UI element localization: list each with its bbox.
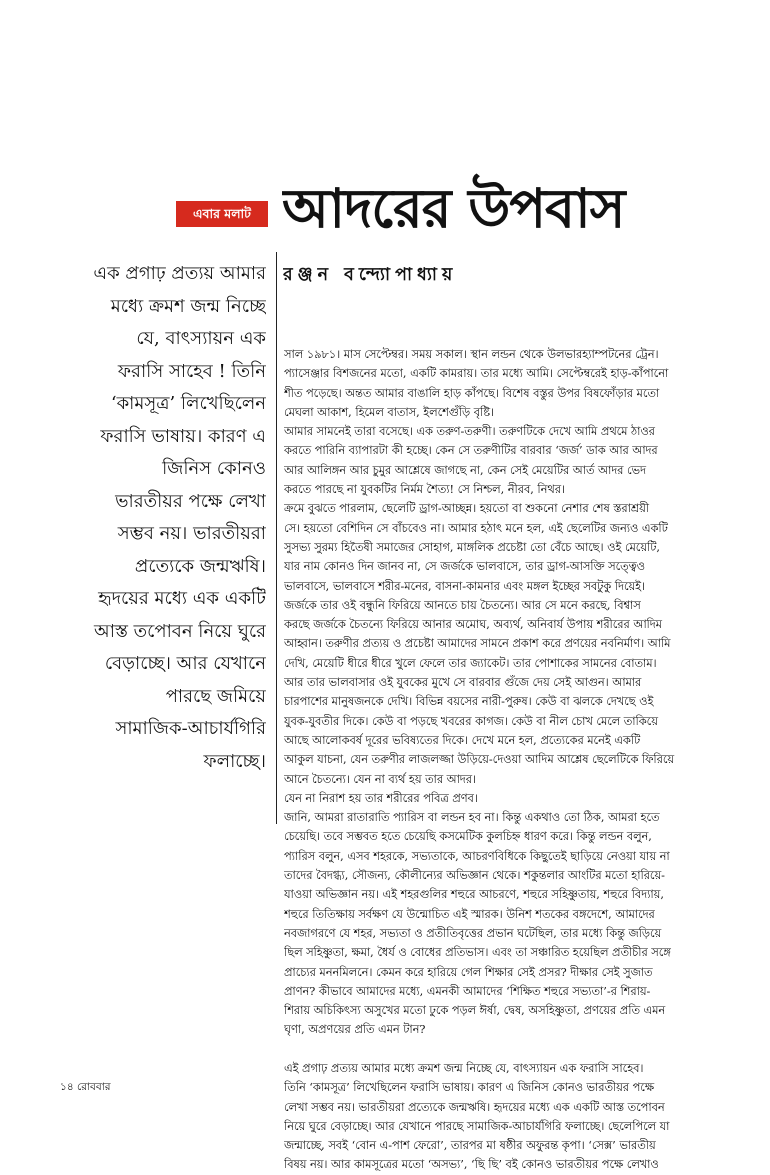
pull-quote-line: হৃদয়ের মধ্যে এক একটি (98, 588, 266, 609)
pull-quote (60, 258, 266, 778)
body-line: আছে আলোকবর্ষ দূরের ভবিষ্যতের দিকে। দেখে মনে হল, প্রত্যেকের মনেই একটি (284, 733, 641, 747)
paragraph-gap (284, 1040, 684, 1059)
pull-quote-line: জিনিস কোনও (162, 458, 266, 479)
article-byline: রঞ্জন বন্দ্যোপাধ্যায় (283, 265, 458, 285)
pull-quote-line: এক প্রগাঢ় প্রত্যয় আমার (93, 263, 266, 284)
body-line: আকুল যাচনা, যেন তরুণীর লাজলজ্জা উড়িয়ে-দেওয়া আদিম আশ্লেষ ছেলেটিকে ফিরিয়ে (284, 753, 675, 767)
body-line: আহ্বান। তরুণীর প্রত্যয় ও প্রচেষ্টা আমাদের সামনে প্রকাশ করে প্রণয়ের নবনির্মাণ। আমি (284, 637, 671, 651)
body-line: করতে পারছে না যুবকটির নির্মম শৈত্য! সে নিশ্চল, নীরব, নিথর। (284, 483, 565, 497)
pull-quote-line: ভারতীয়র পক্ষে লেখা (115, 490, 266, 512)
body-line: নিয়ে ঘুরে বেড়াচ্ছে। আর যেখানে পারছে সামাজিক-আচার্যগিরি ফলাচ্ছে। ছেলেপিলে যা (284, 1119, 670, 1133)
body-line: ভালবাসে, ভালবাসে শরীর-মনের, বাসনা-কামনার এবং মঙ্গল ইচ্ছের সবটুকু দিয়েই। (284, 579, 646, 593)
pull-quote-line: ফরাসি ভাষায়। কারণ এ (100, 425, 266, 447)
article-headline: আদরের উপবাস (282, 177, 625, 240)
body-line: জানি, আমরা রাতারাতি প্যারিস বা লন্ডন হব না। কিন্তু একথাও তো ঠিক, আমরা হতে (284, 811, 660, 825)
page-folio: ১৪ রোববার (60, 1081, 111, 1093)
body-line: প্যারিস বলুন, এসব শহরকে, সভ্যতাকে, আচরণবিধিকে কিছুতেই ছাড়িয়ে নেওয়া যায় না (284, 849, 670, 863)
pull-quote-line: সম্ভব নয়। ভারতীয়রা (117, 523, 266, 544)
body-line: প্যাসেঞ্জার বিশজনের মতো, একটি কামরায়। তার মধ্যে আমি। সেপ্টেম্বরেই হাড়-কাঁপানো (284, 367, 669, 381)
body-line: দেখি, মেয়েটি ধীরে ধীরে খুলে ফেলে তার জ্যাকেট। তার পোশাকের সামনের বোতাম। (284, 656, 657, 670)
body-line: বিষয় নয়। আর কামসূত্রের মতো ‘অসভ্য’, ‘ছি ছি’ বই কোনও ভারতীয়র পক্ষে লেখাও (284, 1158, 659, 1172)
body-line: প্রাণন? কীভাবে আমাদের মধ্যে, এমনকী আমাদের ‘শিক্ষিত শহুরে সভ্যতা’-র শিরায়- (284, 984, 651, 998)
body-line: আর তার ভালবাসার ওই যুবকের মুখে সে বারবার গুঁজে দেয় সেই আগুন। আমার (284, 676, 642, 690)
body-line: করছে জর্জকে চৈতন্যে ফিরিয়ে আনার অমোঘ, অব্যর্থ, অনিবার্য উপায় শরীরের আদিম (284, 618, 662, 632)
pull-quote-line: ফলাচ্ছে। (203, 750, 266, 772)
body-line: চারপাশের মানুষজনকে দেখি। বিভিন্ন বয়সের নারী-পুরুষ। কেউ বা ঝলকে দেখছে ওই (284, 695, 654, 709)
body-line: জর্জকে তার ওই বন্ধুনি ফিরিয়ে আনতে চায় চৈতন্যে। আর সে মনে করছে, বিশ্বাস (284, 598, 641, 612)
body-line: যুবক-যুবতীর দিকে। কেউ বা পড়ছে খবরের কাগজ। কেউ বা নীল চোখ মেলে তাকিয়ে (284, 714, 658, 728)
pull-quote-line: পারছে জমিয়ে (165, 685, 266, 707)
body-line: যার নাম কোনও দিন জানব না, সে জর্জকে ভালবাসে, তার ড্রাগ-আসক্তি সত্ত্বেও (284, 560, 645, 574)
body-line: সুসভ্য সুরম্য হিতৈষী সমাজের সোহাগ, মাঙ্গলিক প্রচেষ্টা তো বেঁচে আছে। ওই মেয়েটি, (284, 540, 660, 554)
body-line: লেখা সম্ভব নয়। ভারতীয়রা প্রত্যেকে জন্মঋষি। হৃদয়ের মধ্যে এক একটি আস্ত তপোবন (284, 1100, 665, 1114)
body-line: নবজাগরণে যে শহর, সভ্যতা ও প্রতীতিবৃত্তের প্রভান ঘটেছিল, তার মধ্যে কিন্তু জড়িয়ে (284, 926, 662, 940)
body-line: আমার সামনেই তারা বসেছে। এক তরুণ-তরুণী। তরুণটিকে দেখে আমি প্রথমে ঠাওর (284, 425, 655, 439)
body-line: করতে পারিনি ব্যাপারটা কী হচ্ছে। কেন সে তরুণীটির বারবার ‘জর্জ’ ডাক আর আদর (284, 444, 658, 458)
section-label: এবার মলাট (176, 201, 268, 227)
body-line: প্রাচ্যের মননমিলনে। কেমন করে হারিয়ে গেল শিক্ষার সেই প্রসর? দীক্ষার সেই সুজাত (284, 965, 653, 979)
body-line: যাওয়া অভিজ্ঞান নয়। এই শহরগুলির শহুরে আচরণে, শহুরে সহিষ্ণুতায়, শহুরে বিদ্যায়, (284, 888, 664, 902)
body-line: চেয়েছি। তবে সম্ভবত হতে চেয়েছি কসমেটিক কুলচিহ্ন ধারণ করে। কিন্তু লন্ডন বলুন, (284, 830, 652, 844)
body-line: ঘৃণা, অপ্রণয়ের প্রতি এমন টান? (284, 1023, 426, 1037)
body-line: সাল ১৯৮১। মাস সেপ্টেম্বর। সময় সকাল। স্থান লন্ডন থেকে উলভারহ্যাম্পটনের ট্রেন। (284, 348, 659, 361)
body-line: জন্মাচ্ছে, সবই ‘বোন এ-পাশ ফেরো’, তারপর মা ষষ্ঠীর অফুরন্ত কৃপা। ‘সেক্স’ ভারতীয় (284, 1139, 656, 1153)
body-line: যেন না নিরাশ হয় তার শরীরের পবিত্র প্রণব। (284, 791, 478, 805)
pull-quote-line: মধ্যে ক্রমশ জন্ম নিচ্ছে (110, 295, 266, 317)
pull-quote-line: সামাজিক-আচার্যগিরি (115, 718, 266, 739)
column-divider (276, 252, 277, 824)
body-line: সে। হয়তো বেশিদিন সে বাঁচবেও না। আমার হঠাৎ মনে হল, এই ছেলেটির জন্যও একটি (284, 521, 668, 535)
body-line: শহুরে তিতিক্ষায় সর্বক্ষণ যে উন্মোচিত এই স্মারক। উনিশ শতকের বঙ্গদেশে, আমাদের (284, 907, 655, 921)
pull-quote-line: ‘কামসূত্র’ লিখেছিলেন (110, 393, 266, 414)
pull-quote-line: আস্ত তপোবন নিয়ে ঘুরে (93, 620, 266, 642)
body-line: তিনি ‘কামসূত্র’ লিখেছিলেন ফরাসি ভাষায়। কারণ এ জিনিস কোনও ভারতীয়র পক্ষে (284, 1081, 654, 1095)
body-line: শিরায় অচিকিৎস্য অসুখের মতো ঢুকে পড়ল ঈর্ষা, দ্বেষ, অসহিষ্ণুতা, প্রণয়ের প্রতি এমন (284, 1004, 666, 1018)
pull-quote-line: প্রত্যেকে জন্মঋষি। (134, 555, 266, 577)
pull-quote-line: যে, বাৎস্যায়ন এক (136, 328, 266, 349)
body-line: আনে চৈতন্যে। যেন না ব্যর্থ হয় তার আদর। (284, 772, 476, 786)
body-line: আর আলিঙ্গন আর চুমুর আশ্লেষে জাগছে না, কেন সেই মেয়েটির আর্ত আদর ভেদ (284, 463, 646, 477)
body-line: ছিল সহিষ্ণুতা, ক্ষমা, ধৈর্য ও বোধের প্রতিভাস। এবং তা সঞ্চারিত হয়েছিল প্রতীচীর সঙ্গে (284, 946, 671, 960)
pull-quote-line: ফরাসি সাহেব ! তিনি (117, 360, 266, 382)
body-line: মেঘলা আকাশ, হিমেল বাতাস, ইলশেগুঁড়ি বৃষ্টি। (284, 405, 495, 419)
pull-quote-line: বেড়াচ্ছে। আর যেখানে (104, 653, 266, 674)
article-body (284, 345, 684, 1175)
body-line: এই প্রগাঢ় প্রত্যয় আমার মধ্যে ক্রমশ জন্ম নিচ্ছে যে, বাৎস্যায়ন এক ফরাসি সাহেব। (284, 1061, 644, 1075)
body-line: তাদের বৈদগ্ধ্য, সৌজন্য, কৌলীন্যের অভিজ্ঞান থেকে। শকুন্তলার আংটির মতো হারিয়ে- (284, 869, 665, 883)
body-line: ক্রমে বুঝতে পারলাম, ছেলেটি ড্রাগ-আচ্ছন্ন। হয়তো বা শুকনো নেশার শেষ স্তরাশ্রয়ী (284, 502, 649, 516)
body-line: শীত পড়েছে। অন্তত আমার বাঙালি হাড় কাঁপছে। বিশেষ বস্তুর উপর বিষফোঁড়ার মতো (284, 386, 660, 400)
